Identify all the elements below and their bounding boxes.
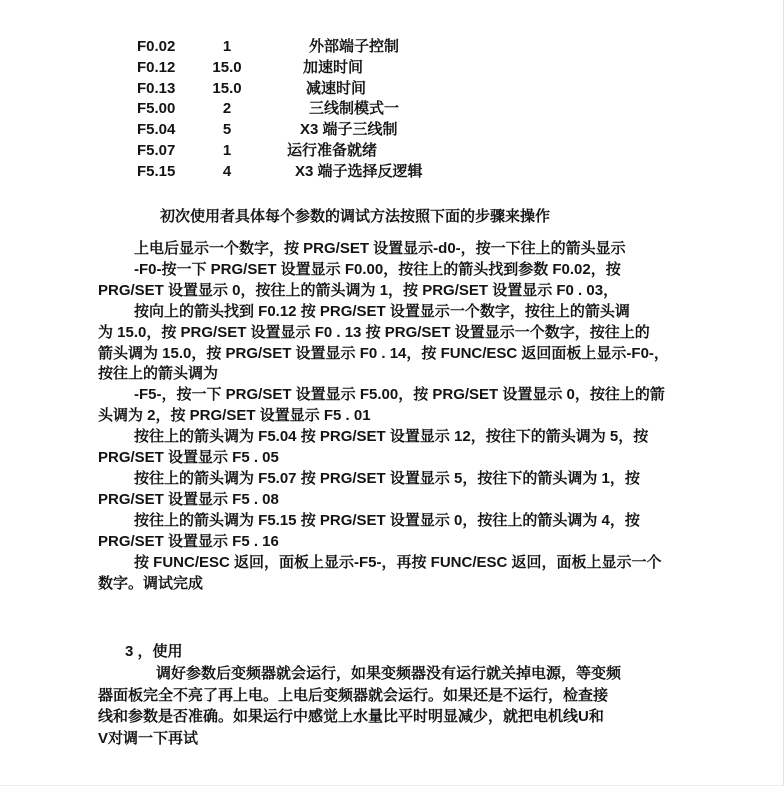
parameter-code: F5.15 [137,162,176,180]
parameter-row [137,37,423,58]
instruction-line: 按向上的箭头找到 F0.12 按 PRG/SET 设置显示一个数字，按往上的箭头调 [134,302,630,320]
parameter-value: 1 [222,141,232,159]
parameter-description: X3 端子三线制 [300,121,398,139]
parameter-code: F0.13 [137,79,176,97]
usage-section-title: 3 ，使用 [125,643,183,660]
usage-line: 线和参数是否准确。如果运行中感觉上水量比平时明显减少，就把电机线U和 [98,708,604,726]
usage-line: V对调一下再试 [98,730,199,748]
usage-line: 器面板完全不亮了再上电。上电后变频器就会运行。如果还是不运行，检查接 [98,686,609,704]
parameter-code: F5.04 [137,121,176,139]
parameter-description: X3 端子选择反逻辑 [295,162,423,180]
instruction-line: 数字。调试完成 [98,574,204,592]
usage-line: 调好参数后变频器就会运行，如果变频器没有运行就关掉电源，等变频 [156,664,622,682]
parameter-code: F5.00 [137,100,176,118]
instruction-line: 按往上的箭头调为 F5.15 按 PRG/SET 设置显示 0，按往上的箭头调为 4，按 [134,511,640,529]
parameter-description: 三线制模式一 [309,100,400,118]
instruction-line: PRG/SET 设置显示 F5 . 05 [98,449,279,467]
instruction-line: 上电后显示一个数字，按 PRG/SET 设置显示-d0-，按一下往上的箭头显示 [134,240,626,257]
parameter-row [137,58,423,79]
instruction-line: PRG/SET 设置显示 F5 . 16 [98,532,279,550]
instruction-line: 按往上的箭头调为 [98,365,219,383]
parameter-row [137,120,423,141]
instruction-line: 按往上的箭头调为 F5.04 按 PRG/SET 设置显示 12，按往下的箭头调为 5，按 [134,428,649,446]
instruction-line: -F5-，按一下 PRG/SET 设置显示 F5.00，按 PRG/SET 设置显示 0，按往上的箭 [134,386,665,404]
instruction-line: 按往上的箭头调为 F5.07 按 PRG/SET 设置显示 5，按往下的箭头调为 1，按 [134,469,640,487]
instruction-line: 为 15.0，按 PRG/SET 设置显示 F0 . 13 按 PRG/SET 设置显示一个数字，按往上的 [98,323,650,341]
parameter-value: 15.0 [212,58,242,76]
parameter-row [137,141,423,162]
parameter-description: 运行准备就绪 [287,141,378,159]
parameter-value: 15.0 [212,79,242,97]
parameter-value: 2 [222,100,232,118]
instruction-line: PRG/SET 设置显示 0，按往上的箭头调为 1，按 PRG/SET 设置显示 F0 . 03， [98,281,619,299]
instruction-line: 头调为 2，按 PRG/SET 设置显示 F5 . 01 [98,407,371,425]
instruction-line: 按 FUNC/ESC 返回，面板上显示-F5-，再按 FUNC/ESC 返回，面板上显示一个 [134,553,662,571]
parameter-table [137,37,423,183]
parameter-value: 5 [222,121,232,139]
parameter-code: F0.12 [137,58,176,76]
instruction-line: 箭头调为 15.0，按 PRG/SET 设置显示 F0 . 14，按 FUNC/ESC 返回面板上显示-F0-， [98,344,669,362]
parameter-row [137,79,423,100]
instruction-body [98,239,683,594]
usage-section-body [98,663,683,750]
parameter-value: 1 [222,38,232,55]
parameter-code: F0.02 [137,38,176,55]
section-heading: 初次使用者具体每个参数的调试方法按照下面的步骤来操作 [160,208,551,225]
parameter-description: 外部端子控制 [309,38,400,55]
instruction-line: -F0-按一下 PRG/SET 设置显示 F0.00，按往上的箭头找到参数 F0.02，按 [134,260,621,278]
usage-section [98,641,683,750]
parameter-description: 加速时间 [303,58,364,76]
instruction-line: PRG/SET 设置显示 F5 . 08 [98,490,279,508]
parameter-row [137,99,423,120]
parameter-code: F5.07 [137,141,176,159]
parameter-value: 4 [222,162,232,180]
parameter-row [137,162,423,183]
parameter-description: 减速时间 [306,79,367,97]
